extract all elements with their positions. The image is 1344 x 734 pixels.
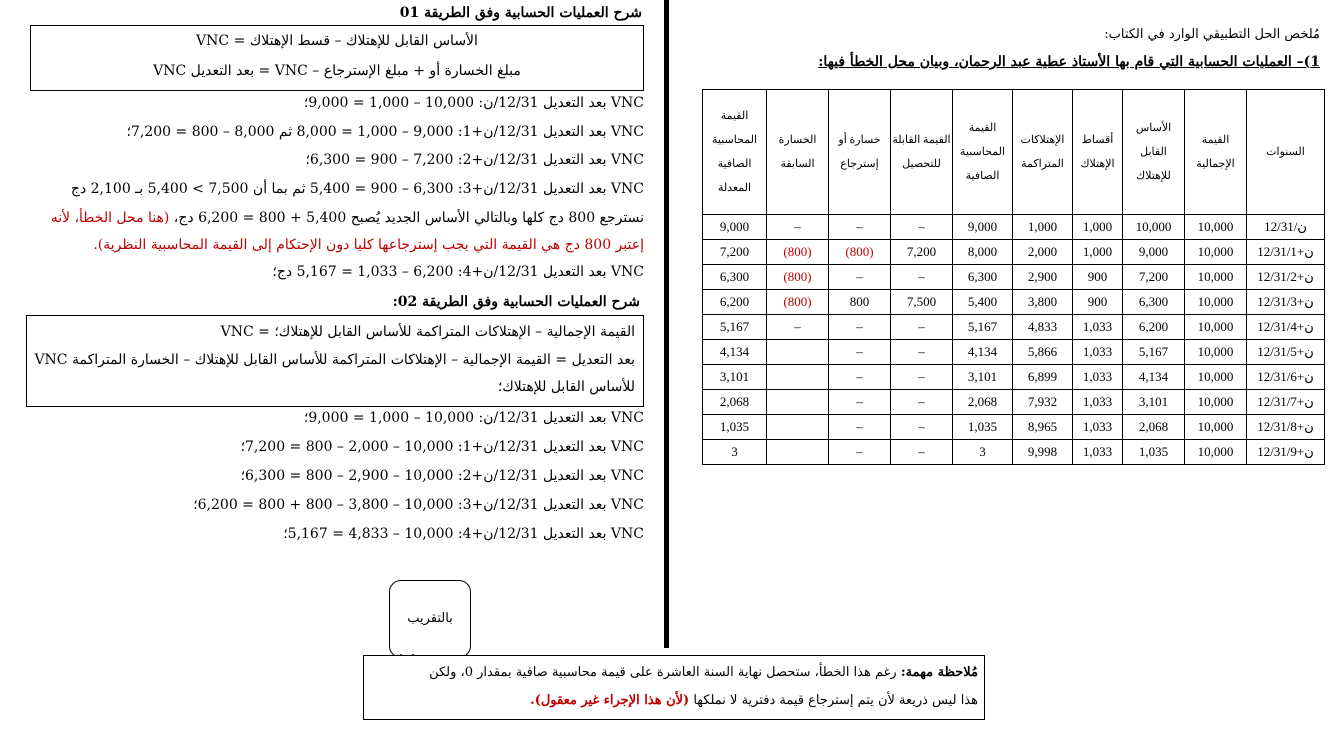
- column-header: الإهتلاكات المتراكمة: [1013, 90, 1073, 215]
- table-cell: 12/31/ن+6: [1247, 365, 1325, 390]
- table-cell: 900: [1073, 265, 1123, 290]
- bubble-text: بالتقريب: [407, 611, 453, 626]
- note-label: مُلاحظة مهمة:: [900, 665, 978, 680]
- table-cell: 12/31/ن+5: [1247, 340, 1325, 365]
- table-cell: 10,000: [1185, 440, 1247, 465]
- calc-line: VNC بعد التعديل 12/31/ن+1: 10,000 – 2,000 – 800 = 7,200؛: [240, 439, 644, 455]
- method1-title: شرح العمليات الحسابية وفق الطريقة 01: [399, 5, 642, 21]
- table-cell: –: [829, 440, 891, 465]
- table-cell: 5,167: [703, 315, 767, 340]
- formula-line: VNC بعد التعديل = القيمة الإجمالية – الإهتلاكات المتراكمة للأساس القابل للإهتلاك – الخسارة المتراكمة: [34, 352, 635, 368]
- column-header: الخسارة السابقة: [767, 90, 829, 215]
- note-text: رغم هذا الخطأ، ستحصل نهاية السنة العاشرة على قيمة محاسبية صافية بمقدار 0، ولكن: [429, 665, 901, 680]
- error-note: إعتبر 800 دج هي القيمة التي يجب إسترجاعها كليا دون الإحتكام إلى القيمة المحاسبية النظرية).: [93, 237, 644, 253]
- table-cell: 8,965: [1013, 415, 1073, 440]
- formula-line: VNC = القيمة الإجمالية – الإهتلاكات المتراكمة للأساس القابل للإهتلاك؛: [220, 324, 635, 340]
- column-header: أقساط الإهتلاك: [1073, 90, 1123, 215]
- calc-line: VNC بعد التعديل 12/31/ن+4: 6,200 – 1,033 = 5,167 دج؛: [272, 264, 644, 280]
- note-warning: (لأن هذا الإجراء غير معقول).: [530, 693, 690, 708]
- calc-line: VNC بعد التعديل 12/31/ن: 10,000 – 1,000 = 9,000؛: [303, 410, 644, 426]
- table-cell: 7,500: [891, 290, 953, 315]
- table-cell: –: [829, 340, 891, 365]
- method2-formula-box: [26, 315, 644, 407]
- table-cell: [767, 390, 829, 415]
- table-cell: 6,300: [953, 265, 1013, 290]
- table-cell: 800: [829, 290, 891, 315]
- table-cell: –: [891, 265, 953, 290]
- table-cell: 1,000: [1073, 240, 1123, 265]
- page-divider: [664, 0, 669, 648]
- table-row: [703, 215, 1325, 240]
- table-cell: 1,033: [1073, 315, 1123, 340]
- table-cell: 3: [953, 440, 1013, 465]
- table-row: [703, 440, 1325, 465]
- table-cell: 900: [1073, 290, 1123, 315]
- depreciation-table: [702, 89, 1325, 465]
- table-cell: 1,035: [1123, 440, 1185, 465]
- table-cell: 3: [703, 440, 767, 465]
- table-cell: 10,000: [1185, 290, 1247, 315]
- table-cell: 12/31/ن+7: [1247, 390, 1325, 415]
- column-header: القيمة المحاسبية الصافية: [953, 90, 1013, 215]
- calc-line: VNC بعد التعديل 12/31/ن: 10,000 – 1,000 = 9,000؛: [303, 95, 644, 111]
- table-cell: 6,300: [1123, 290, 1185, 315]
- error-note: (هنا محل الخطأ، لأنه: [50, 210, 170, 226]
- note-line: [370, 665, 978, 680]
- table-cell: 10,000: [1123, 215, 1185, 240]
- formula-line: VNC = الأساس القابل للإهتلاك – قسط الإهتلاك: [196, 33, 478, 49]
- table-cell: 8,000: [953, 240, 1013, 265]
- table-cell: (800): [767, 290, 829, 315]
- table-cell: 12/31/ن+2: [1247, 265, 1325, 290]
- table-cell: 6,200: [1123, 315, 1185, 340]
- table-cell: 1,033: [1073, 340, 1123, 365]
- table-row: [703, 340, 1325, 365]
- table-cell: 12/31/ن: [1247, 215, 1325, 240]
- table-cell: (800): [767, 240, 829, 265]
- table-cell: 10,000: [1185, 365, 1247, 390]
- calc-line: VNC بعد التعديل 12/31/ن+2: 7,200 – 900 = 6,300؛: [305, 152, 644, 168]
- table-cell: 2,068: [953, 390, 1013, 415]
- table-cell: 9,000: [953, 215, 1013, 240]
- table-cell: 9,000: [703, 215, 767, 240]
- table-cell: –: [891, 215, 953, 240]
- table-cell: 10,000: [1185, 340, 1247, 365]
- table-cell: 3,800: [1013, 290, 1073, 315]
- calc-line: VNC بعد التعديل 12/31/ن+2: 10,000 – 2,900 – 800 = 6,300؛: [240, 468, 644, 484]
- table-cell: (800): [829, 240, 891, 265]
- column-header: القيمة الإجمالية: [1185, 90, 1247, 215]
- table-row: [703, 240, 1325, 265]
- table-cell: –: [891, 340, 953, 365]
- important-note-box: [363, 655, 985, 720]
- table-cell: 1,035: [703, 415, 767, 440]
- method2-title: شرح العمليات الحسابية وفق الطريقة 02:: [392, 294, 640, 310]
- table-cell: –: [891, 415, 953, 440]
- table-cell: 10,000: [1185, 390, 1247, 415]
- table-cell: 4,134: [953, 340, 1013, 365]
- table-cell: 12/31/ن+1: [1247, 240, 1325, 265]
- table-cell: –: [891, 365, 953, 390]
- note-line: [370, 693, 978, 708]
- table-cell: 2,068: [1123, 415, 1185, 440]
- table-cell: –: [891, 440, 953, 465]
- table-row: [703, 390, 1325, 415]
- table-cell: 12/31/ن+4: [1247, 315, 1325, 340]
- table-cell: 10,000: [1185, 415, 1247, 440]
- table-cell: 4,833: [1013, 315, 1073, 340]
- column-header: السنوات: [1247, 90, 1325, 215]
- table-cell: 1,033: [1073, 440, 1123, 465]
- table-cell: 6,200: [703, 290, 767, 315]
- calc-line: VNC بعد التعديل 12/31/ن+1: 9,000 – 1,000 = 8,000 ثم 8,000 – 800 = 7,200؛: [126, 124, 644, 140]
- table-cell: –: [829, 265, 891, 290]
- table-cell: 12/31/ن+8: [1247, 415, 1325, 440]
- table-cell: (800): [767, 265, 829, 290]
- table-row: [703, 315, 1325, 340]
- table-cell: [767, 415, 829, 440]
- table-cell: 1,000: [1013, 215, 1073, 240]
- intro-line: مُلخص الحل التطبيقي الوارد في الكتاب:: [1104, 27, 1320, 42]
- table-cell: 6,899: [1013, 365, 1073, 390]
- table-header-row: [703, 90, 1325, 215]
- calc-line: VNC بعد التعديل 12/31/ن+3: 10,000 – 3,800 – 800 + 800 = 6,200؛: [193, 497, 644, 513]
- table-cell: 7,932: [1013, 390, 1073, 415]
- formula-line: VNC بعد التعديل = VNC – مبلغ الخسارة أو + مبلغ الإسترجاع: [153, 63, 521, 79]
- table-cell: 5,167: [953, 315, 1013, 340]
- table-cell: 5,866: [1013, 340, 1073, 365]
- table-cell: 12/31/ن+9: [1247, 440, 1325, 465]
- table-cell: 10,000: [1185, 265, 1247, 290]
- table-cell: [767, 365, 829, 390]
- table-cell: 3,101: [953, 365, 1013, 390]
- table-cell: –: [829, 365, 891, 390]
- formula-line: للأساس القابل للإهتلاك؛: [497, 379, 635, 395]
- table-cell: 5,400: [953, 290, 1013, 315]
- table-cell: 2,000: [1013, 240, 1073, 265]
- table-cell: 4,134: [1123, 365, 1185, 390]
- calc-line: VNC بعد التعديل 12/31/ن+3: 6,300 – 900 = 5,400 ثم بما أن 7,500 > 5,400 بـ 2,100 دج: [70, 181, 644, 197]
- section-heading: 1)– العمليات الحسابية التي قام بها الأستاذ عطية عبد الرحمان، وبيان محل الخطأ فيها:: [818, 54, 1320, 70]
- table-cell: 1,033: [1073, 390, 1123, 415]
- table-cell: –: [829, 315, 891, 340]
- column-header: القيمة المحاسبية الصافية المعدلة: [703, 90, 767, 215]
- table-cell: 1,000: [1073, 215, 1123, 240]
- table-cell: 2,068: [703, 390, 767, 415]
- calc-text: نسترجع 800 دج كلها وبالتالي الأساس الجديد يُصبح 5,400 + 800 = 6,200 دج،: [169, 210, 644, 226]
- table-cell: 1,035: [953, 415, 1013, 440]
- column-header: خسارة أو إسترجاع: [829, 90, 891, 215]
- table-cell: 1,033: [1073, 415, 1123, 440]
- table-row: [703, 365, 1325, 390]
- table-cell: 3,101: [1123, 390, 1185, 415]
- table-cell: –: [891, 390, 953, 415]
- table-row: [703, 415, 1325, 440]
- table-cell: –: [767, 315, 829, 340]
- table-cell: [767, 340, 829, 365]
- table-cell: –: [767, 215, 829, 240]
- table-cell: 10,000: [1185, 215, 1247, 240]
- table-cell: –: [829, 215, 891, 240]
- calc-line: [51, 210, 644, 226]
- table-cell: 10,000: [1185, 240, 1247, 265]
- table-cell: 10,000: [1185, 315, 1247, 340]
- table-cell: 3,101: [703, 365, 767, 390]
- table-cell: 12/31/ن+3: [1247, 290, 1325, 315]
- table-cell: 2,900: [1013, 265, 1073, 290]
- table-cell: –: [891, 315, 953, 340]
- table-cell: 9,998: [1013, 440, 1073, 465]
- table-cell: [767, 440, 829, 465]
- table-cell: 4,134: [703, 340, 767, 365]
- table-cell: 1,033: [1073, 365, 1123, 390]
- calc-line: VNC بعد التعديل 12/31/ن+4: 10,000 – 4,833 = 5,167؛: [283, 526, 644, 542]
- note-text: هذا ليس ذريعة لأن يتم إسترجاع قيمة دفترية لا نملكها: [689, 693, 978, 708]
- table-cell: 7,200: [703, 240, 767, 265]
- column-header: الأساس القابل للإهتلاك: [1123, 90, 1185, 215]
- table-cell: 9,000: [1123, 240, 1185, 265]
- table-cell: 6,300: [703, 265, 767, 290]
- table-row: [703, 265, 1325, 290]
- table-cell: –: [829, 390, 891, 415]
- table-cell: 7,200: [1123, 265, 1185, 290]
- speech-bubble: [389, 580, 471, 658]
- column-header: القيمة القابلة للتحصيل: [891, 90, 953, 215]
- table-cell: 5,167: [1123, 340, 1185, 365]
- method1-formula-box: [30, 25, 644, 91]
- table-row: [703, 290, 1325, 315]
- table-cell: –: [829, 415, 891, 440]
- table-cell: 7,200: [891, 240, 953, 265]
